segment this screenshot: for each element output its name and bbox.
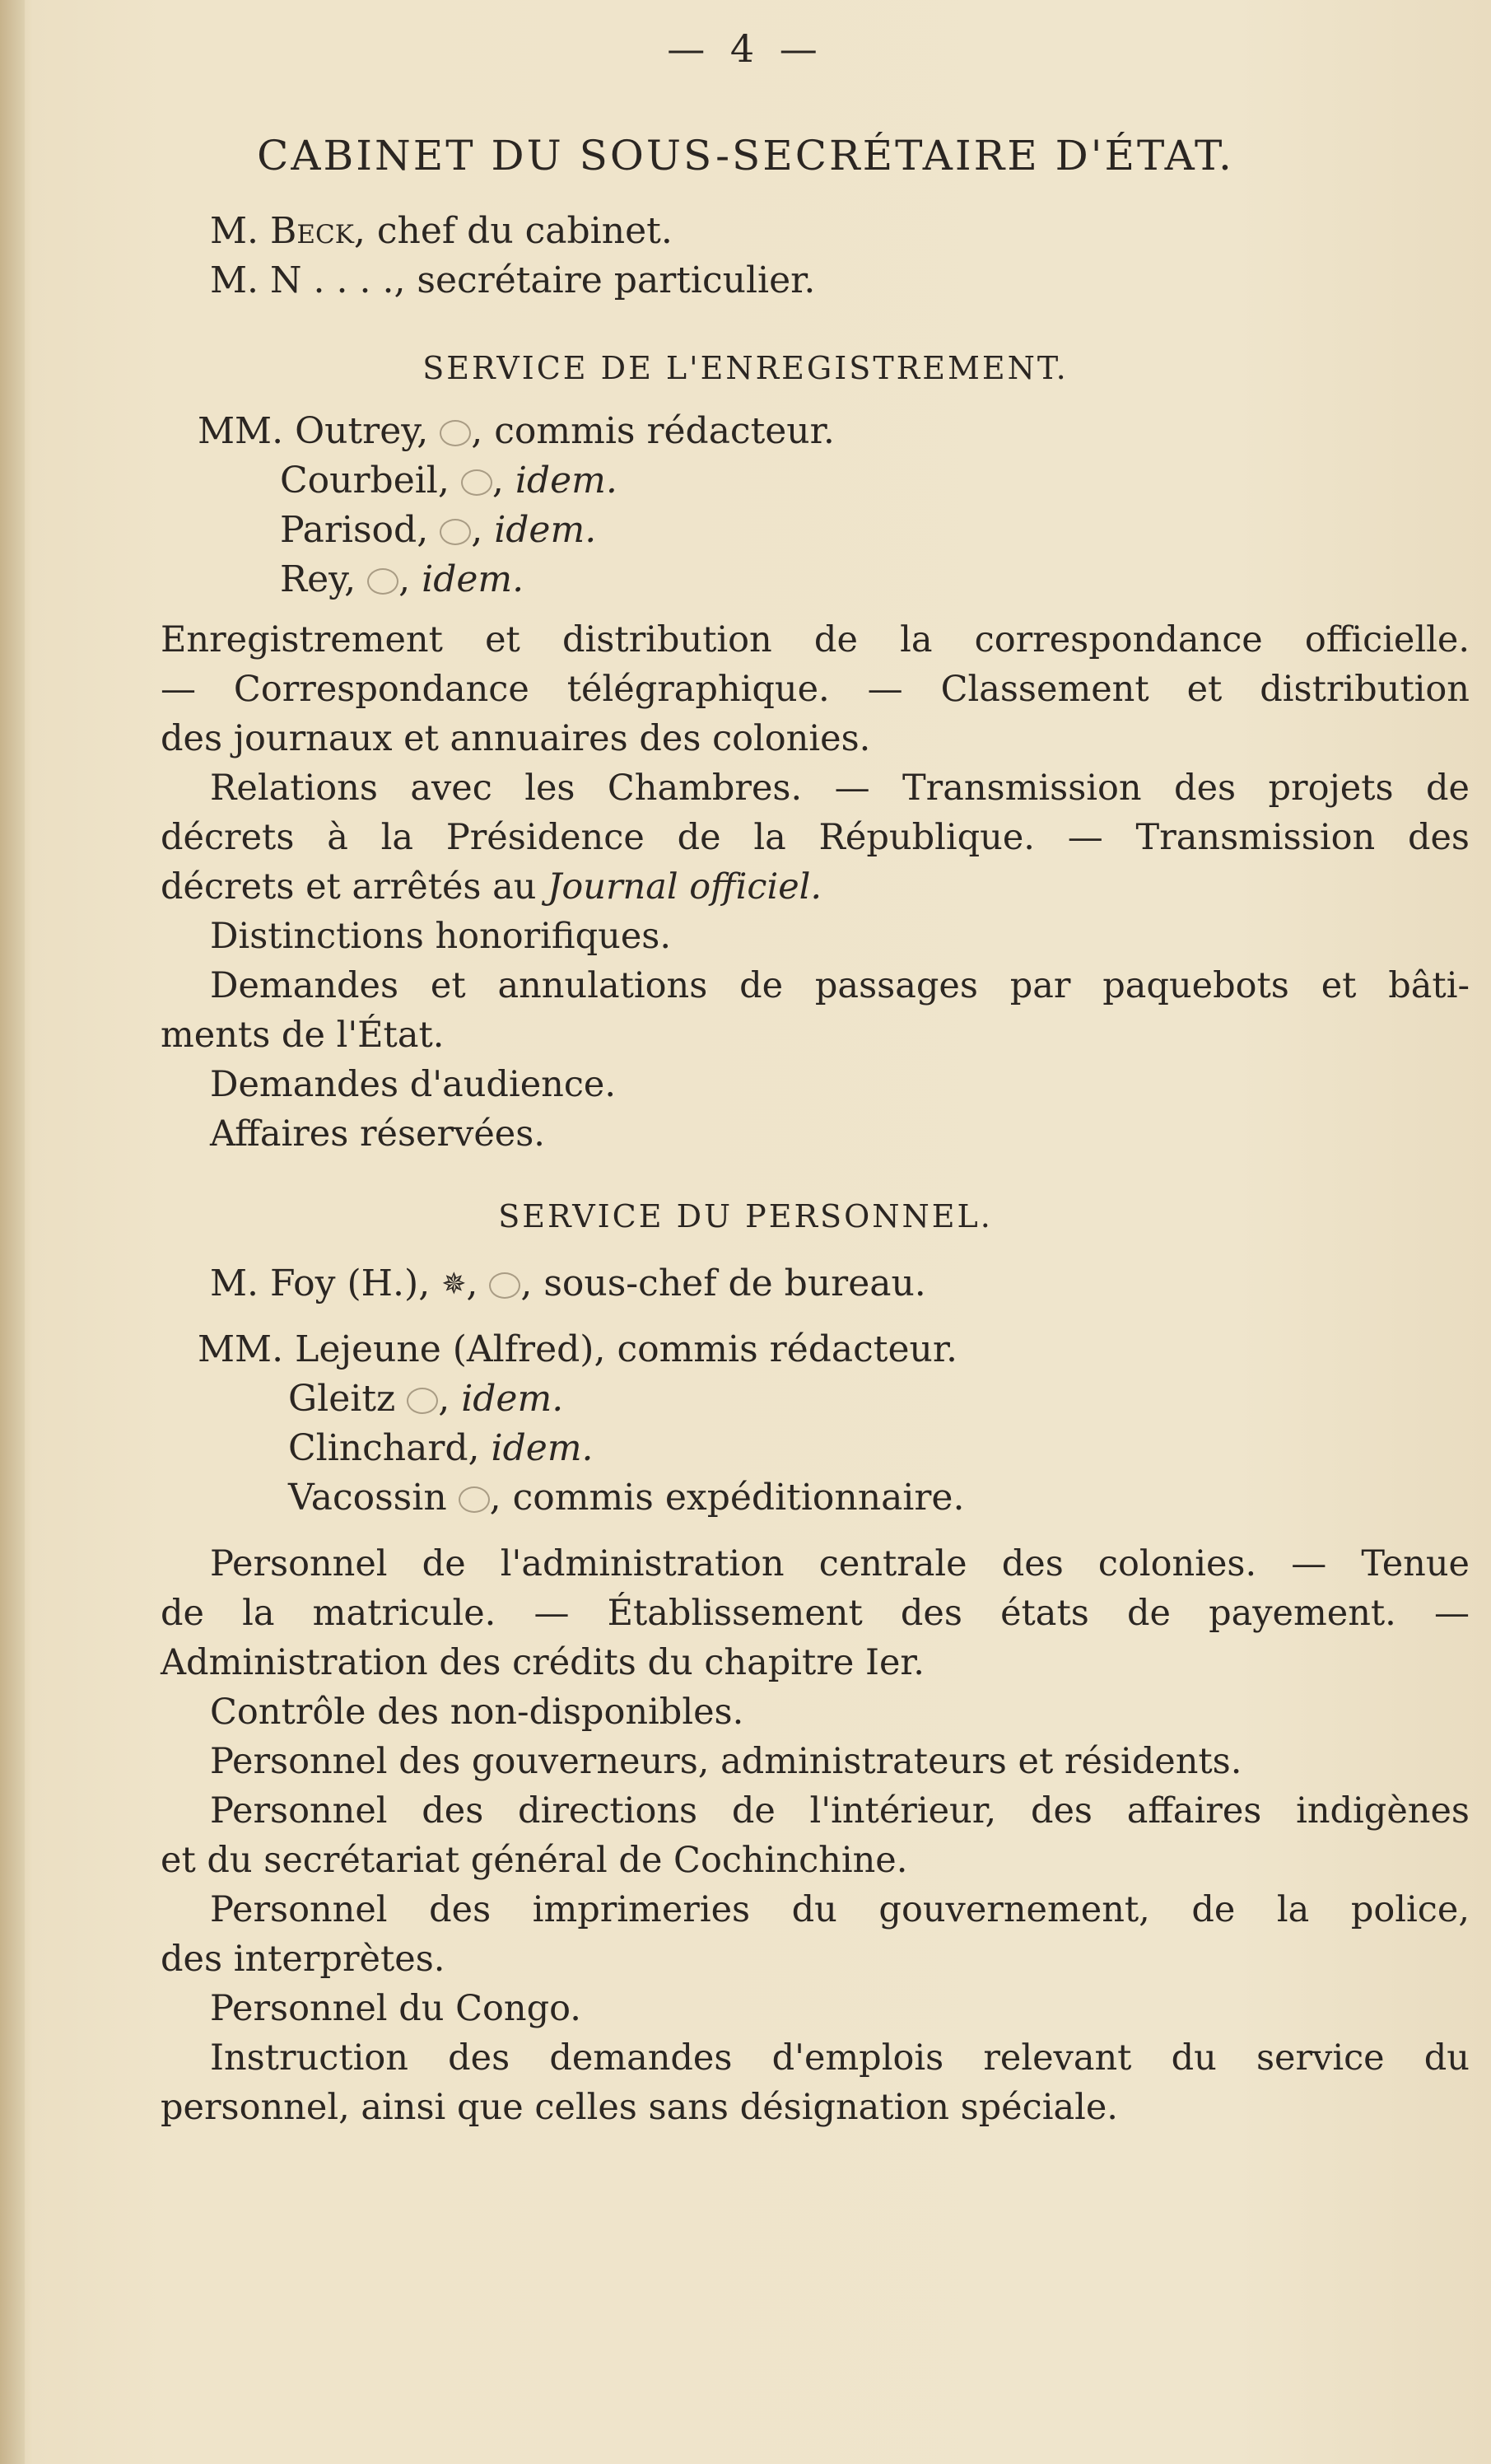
duty-line [161, 865, 822, 909]
staff-line [288, 1474, 964, 1522]
decoration-icon [407, 1388, 438, 1414]
role: , commis rédacteur. [471, 410, 835, 452]
prefix: M. [210, 210, 259, 252]
role: , commis expéditionnaire. [489, 1477, 965, 1519]
duty-line: des journaux et annuaires des colonies. [161, 718, 871, 759]
cabinet-line-2 [210, 257, 815, 305]
staff-line: Courbeil, , idem. [280, 460, 617, 502]
duty-line: Affaires réservées. [210, 1113, 545, 1155]
duty-line: Administration des crédits du chapitre Ier. [161, 1642, 925, 1683]
role: idem. [491, 1427, 594, 1469]
cabinet-title: CABINET DU SOUS-SECRÉTAIRE D'ÉTAT. [257, 132, 1234, 180]
person-name: Courbeil, [280, 460, 450, 502]
role: , secrétaire particulier. [394, 259, 816, 301]
duty-line: Personnel des imprimeries du gouvernement, de la police, [210, 1889, 1470, 1930]
chief-line: M. Foy (H.), ✵, , sous-chef de bureau. [210, 1260, 926, 1309]
duty-line: décrets à la Présidence de la République. — Transmission des [161, 817, 1470, 858]
person-name: Clinchard, [288, 1427, 480, 1469]
prefix: MM. [198, 1328, 284, 1370]
staff-line: Gleitz , idem. [288, 1378, 564, 1420]
person-name: Beck [270, 210, 354, 252]
person-name: Vacossin [288, 1477, 447, 1519]
person-name: Outrey, [295, 410, 429, 452]
duty-line: Personnel des directions de l'intérieur, des affaires indigènes [210, 1790, 1470, 1832]
person-name: Rey, [280, 558, 356, 600]
duty-line: Relations avec les Chambres. — Transmission des projets de [210, 768, 1470, 809]
person-name: Foy (H.), [270, 1262, 431, 1304]
duty-line: Enregistrement et distribution de la correspondance officielle. [161, 619, 1470, 660]
duty-line: Demandes d'audience. [210, 1064, 617, 1105]
prefix: MM. [198, 410, 284, 452]
duty-line: Distinctions honorifiques. [210, 916, 672, 957]
staff-line: Rey, , idem. [280, 558, 524, 600]
duty-line: des interprètes. [161, 1939, 445, 1980]
duty-line: Demandes et annulations de passages par paquebots et bâti- [210, 965, 1470, 1006]
duty-line: ments de l'État. [161, 1015, 445, 1056]
staff-line [198, 408, 835, 455]
staff-line [288, 1425, 594, 1472]
personnel-title: SERVICE DU PERSONNEL. [498, 1198, 993, 1234]
duty-line: Personnel de l'administration centrale des colonies. — Tenue [210, 1543, 1470, 1584]
legion-honneur-icon: ✵ [441, 1267, 467, 1301]
duty-line: personnel, ainsi que celles sans désignation spéciale. [161, 2087, 1118, 2128]
role: commis rédacteur. [617, 1328, 958, 1370]
decoration-icon [367, 568, 398, 595]
person-name: Gleitz [288, 1378, 396, 1420]
person-name: Parisod, [280, 509, 429, 551]
role: idem. [461, 1378, 564, 1420]
prefix: M. [210, 259, 259, 301]
role: , chef du cabinet. [353, 210, 673, 252]
duty-line: — Correspondance télégraphique. — Classement et distribution [161, 669, 1470, 710]
duty-line: Personnel des gouverneurs, administrateurs et résidents. [210, 1741, 1242, 1782]
enregistrement-title: SERVICE DE L'ENREGISTREMENT. [422, 350, 1069, 386]
decoration-icon [440, 420, 471, 446]
staff-line: Parisod, , idem. [280, 509, 597, 551]
decoration-icon [459, 1486, 490, 1513]
duty-line: et du secrétariat général de Cochinchine. [161, 1840, 908, 1881]
role: idem. [494, 509, 597, 551]
decoration-icon [489, 1272, 520, 1299]
prefix: M. [210, 1262, 259, 1304]
person-name: Lejeune (Alfred), [295, 1328, 606, 1370]
role: , sous-chef de bureau. [520, 1262, 926, 1304]
duty-line: Contrôle des non-disponibles. [210, 1692, 744, 1733]
page-number: — 4 — [667, 26, 824, 71]
cabinet-line-1 [210, 208, 673, 255]
staff-line [198, 1326, 958, 1374]
duty-line: de la matricule. — Établissement des états de payement. — [161, 1593, 1470, 1634]
person-name: N . . . . [270, 259, 394, 301]
duty-line: Personnel du Congo. [210, 1988, 581, 2029]
journal-title: Journal officiel. [547, 866, 822, 908]
decoration-icon [461, 469, 492, 496]
duty-text: décrets et arrêtés au [161, 866, 537, 908]
duty-line: Instruction des demandes d'emplois relevant du service du [210, 2037, 1470, 2079]
role: idem. [422, 558, 524, 600]
decoration-icon [440, 519, 471, 545]
role: idem. [515, 460, 617, 502]
